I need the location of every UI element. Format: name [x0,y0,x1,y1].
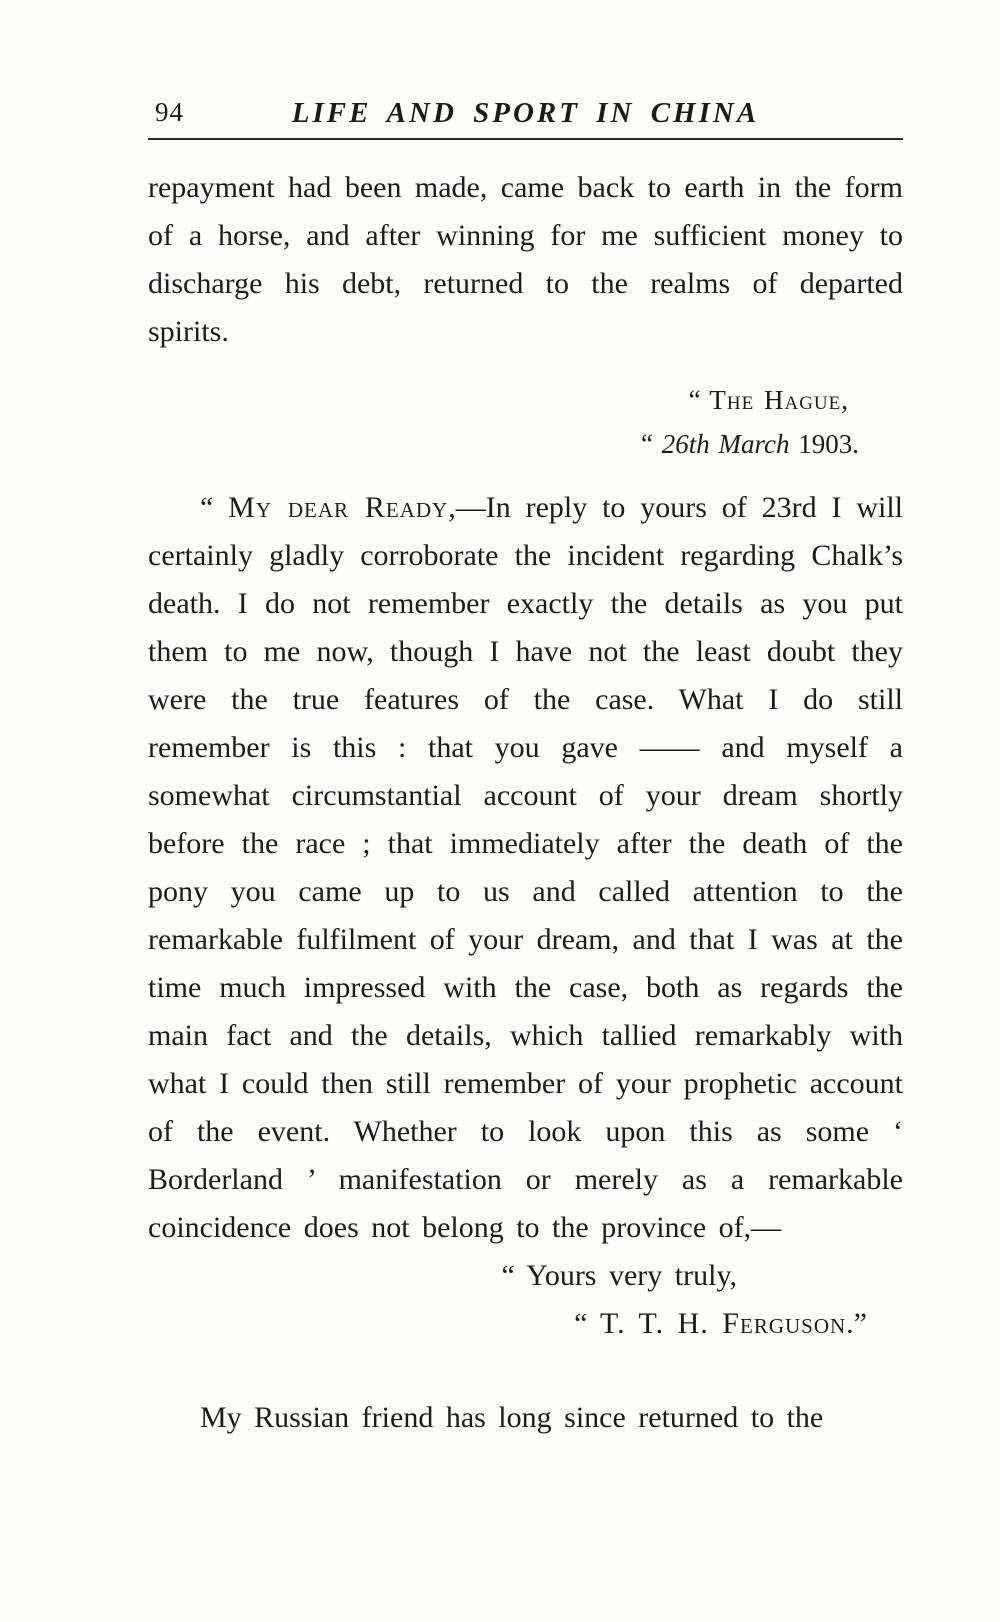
final-paragraph: My Russian friend has long since returned to the [200,1401,824,1434]
dateline-place-quote: “ [688,385,710,415]
running-title: LIFE AND SPORT IN CHINA [291,97,760,129]
dateline-date-quote: “ [641,429,662,459]
page-body [148,164,903,1442]
page-number: 94 [155,97,184,127]
letter-salutation: My dear Ready [228,491,449,524]
signature-open-quote: “ [574,1307,600,1340]
letter-valediction: “ Yours very truly, [501,1259,737,1292]
dateline-date [148,422,903,466]
header-rule [148,138,903,140]
letter-open-quote: “ [200,491,229,524]
opening-paragraph: repayment had been made, came back to earth in the form of a horse, and after winning for me sufficient money to discharge his debt, returned to the realms of departed spirits. [148,171,903,348]
dateline-place-text: The Hague, [709,385,849,415]
letter-paragraph [148,484,903,1252]
dateline-place [148,378,903,422]
dateline-date-year: 1903. [789,429,859,459]
signature-end: .” [846,1307,867,1340]
letter-dateline [148,378,903,466]
page-header [148,84,903,130]
letter-body-text: ,—In reply to yours of 23rd I will certainly gladly corroborate the incident regarding Chalk’s death. I do not remember exactly the details as you put them to me now, though I have not the least doubt they were the true features of the case. What I do still remember is this : that you gave —— and myself a somewhat circumstantial account of your dream shortly before the race ; that immediately after the death of the pony you came up to us and called attention to the remarkable fulfilment of your dream, and that I was at the time much impressed with the case, both as regards the main fact and the details, which tallied remarkably with what I could then still remember of your prophetic account of the event. Whether to look upon this as some ‘ Borderland ’ manifestation or merely as a remarkable coincidence does not belong to the province of,— [148,491,903,1244]
dateline-date-italic: 26th March [661,429,790,459]
letter-signature [148,1300,903,1348]
signature-name: T. T. H. Ferguson [599,1307,847,1340]
